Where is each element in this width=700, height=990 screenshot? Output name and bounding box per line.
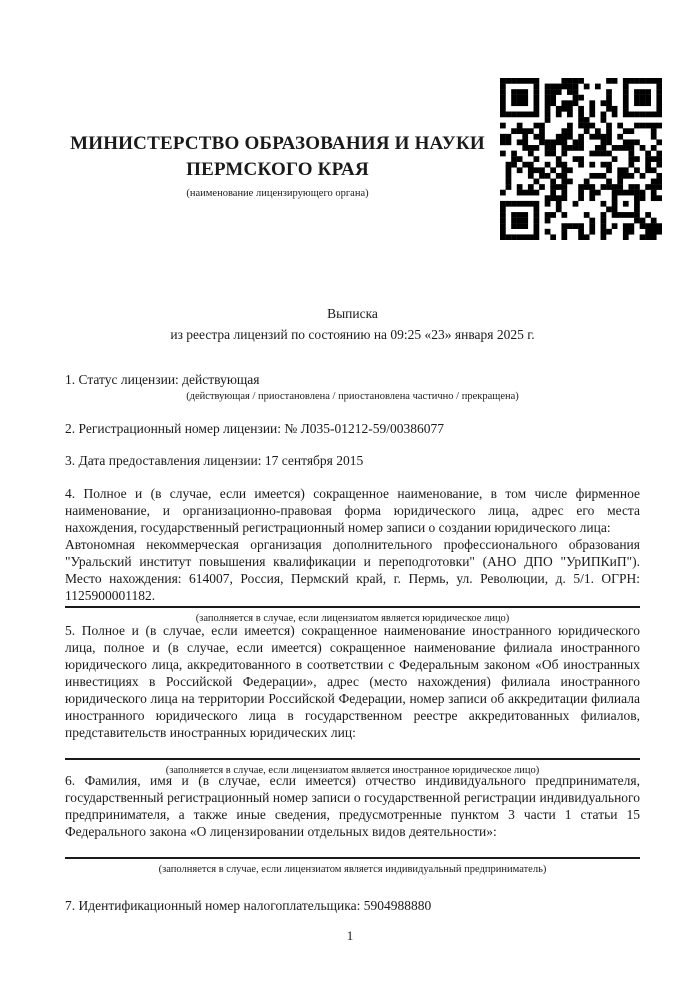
item-1-license-status: [65, 371, 640, 403]
item-5-answer-line: [65, 741, 640, 760]
item-5-question: 5. Полное и (в случае, если имеется) сокращенное наименование иностранного юридического лица, полное и (в случае, если имеется) сокращенное наименование филиала иностранного юридического лица, аккредитованного в соответствии с Федеральным законом «Об иностранных инвестициях в Российской Федерации», адрес (место нахождения) филиала иностранного юридического лица на территории Российской Федерации, номер записи об аккредитации филиала иностранного юридического лица в государственном реестре аккредитованных филиалов, представительств иностранных юридических лиц:: [65, 623, 640, 740]
item-4-value: Автономная некоммерческая организация дополнительного профессионального образования "Уральский институт повышения квалификации и переподготовки" (АНО ДПО "УрИПКиП"). Место нахождения: 614007, Россия, Пермский край, г. Пермь, ул. Революции, д. 5/1. ОГРН: 1125900001182.: [65, 537, 640, 603]
licensing-authority-header: [65, 131, 490, 200]
page-number: 1: [346, 928, 354, 943]
item-6-question: 6. Фамилия, имя и (в случае, если имеется) отчество индивидуального предпринимателя, государственный регистрационный номер записи о государственной регистрации индивидуального предпринимателя, а также иные сведения, предусмотренные пунктом 3 части 1 статьи 15 Федерального закона «О лицензировании отдельных видов деятельности»:: [65, 773, 640, 839]
item-3-grant-date: 3. Дата предоставления лицензии: 17 сентября 2015: [65, 453, 364, 468]
item-1-text: 1. Статус лицензии: действующая: [65, 372, 260, 387]
authority-name-caption: (наименование лицензирующего органа): [186, 188, 369, 199]
document-title-date-line: из реестра лицензий по состоянию на 09:25 «23» января 2025 г.: [170, 327, 535, 342]
ministry-name-line2: ПЕРМСКОГО КРАЯ: [186, 159, 369, 180]
item-7-taxpayer-id: 7. Идентификационный номер налогоплательщика: 5904988880: [65, 898, 432, 913]
item-6-caption: (заполняется в случае, если лицензиатом является индивидуальный предприниматель): [158, 864, 547, 875]
item-1-caption: (действующая / приостановлена / приостановлена частично / прекращена): [186, 391, 519, 402]
item-4-answer-line: [65, 606, 640, 608]
item-4-legal-entity-block: [65, 485, 640, 625]
document-title-line1: Выписка: [327, 306, 378, 321]
item-4-question: 4. Полное и (в случае, если имеется) сокращенное наименование, в том числе фирменное наименование, и организационно-правовая форма юридического лица, адрес его места нахождения, государственный регистрационный номер записи о создании юридического лица:: [65, 486, 640, 535]
ministry-name-line1: МИНИСТЕРСТВО ОБРАЗОВАНИЯ И НАУКИ: [70, 133, 485, 154]
item-6-answer-line: [65, 840, 640, 859]
qr-code: [500, 78, 662, 240]
item-6-entrepreneur-block: [65, 772, 640, 876]
item-5-foreign-entity-block: [65, 622, 640, 777]
item-2-registration-number: 2. Регистрационный номер лицензии: № Л035-01212-59/00386077: [65, 421, 445, 436]
document-title: [65, 303, 640, 345]
item-4-caption: (заполняется в случае, если лицензиатом является юридическое лицо): [195, 613, 510, 624]
item-5-caption: (заполняется в случае, если лицензиатом является иностранное юридическое лицо): [165, 765, 540, 776]
